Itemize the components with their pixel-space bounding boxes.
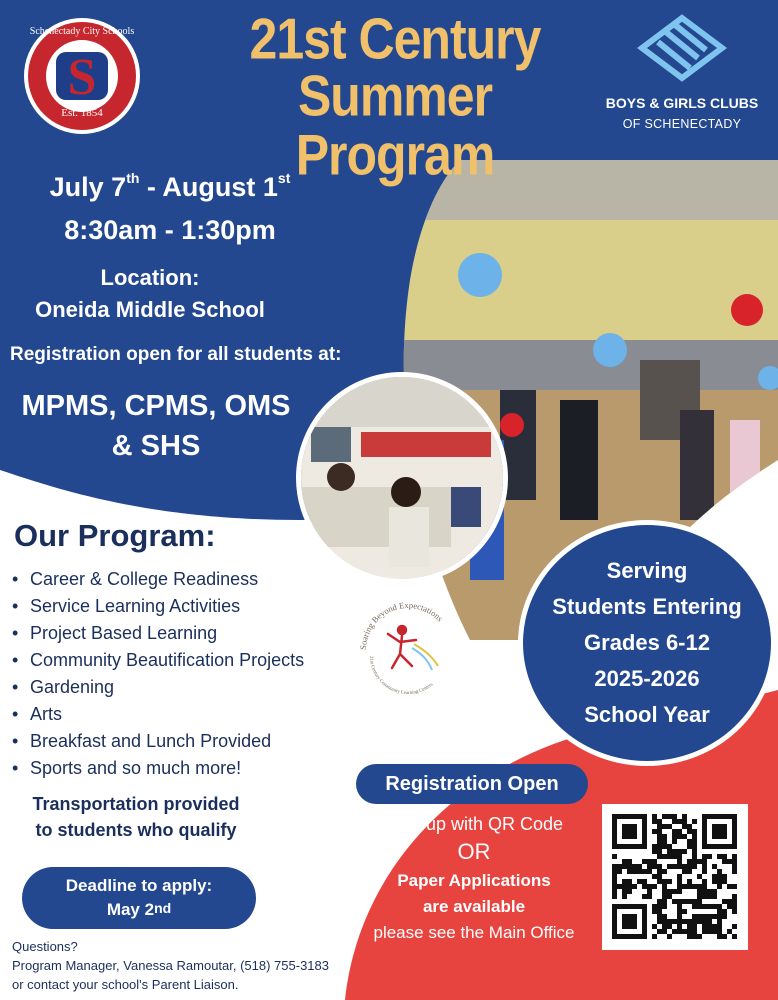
program-dates	[20, 172, 320, 246]
program-list	[12, 568, 304, 784]
list-item: • Service Learning Activities	[12, 596, 241, 616]
registration-intro: Registration open for all students at:	[10, 344, 342, 365]
list-item: • Project Based Learning	[12, 623, 218, 643]
deadline-badge: Deadline to apply: May 2nd	[22, 867, 256, 929]
list-item: • Breakfast and Lunch Provided	[12, 731, 272, 751]
schenectady-schools-logo	[22, 16, 142, 136]
program-hours: 8:30am - 1:30pm	[64, 215, 276, 245]
list-item: • Community Beautification Projects	[12, 650, 305, 670]
svg-text:Est. 1854: Est. 1854	[61, 107, 103, 119]
location	[10, 262, 290, 326]
list-item: • Career & College Readiness	[12, 569, 259, 589]
location-label: Location:	[100, 265, 200, 290]
clover-hands-icon	[622, 12, 742, 86]
signup-instructions: Sign up with QR Code OR Paper Applications are available please see the Main Office	[373, 814, 575, 942]
eligible-schools: MPMS, CPMS, OMS & SHS	[21, 390, 291, 462]
transportation-note: Transportation provided to students who qualify	[32, 794, 240, 840]
list-item: • Gardening	[12, 677, 115, 697]
title-line-1: 21st Century	[249, 6, 541, 72]
registration-open-badge: Registration Open	[356, 764, 588, 804]
partner-name: BOYS & GIRLS CLUBS	[605, 95, 759, 111]
list-item: • Sports and so much more!	[12, 758, 242, 778]
page-title	[200, 6, 590, 187]
boys-girls-clubs-logo	[592, 12, 772, 131]
contact-info: Questions? Program Manager, Vanessa Ramoutar, (518) 755-3183 or contact your school's Parent Liaison.	[12, 939, 329, 992]
serving-grades-badge: Serving Students Entering Grades 6-12 2025-2026 School Year	[518, 520, 776, 766]
soaring-beyond-expectations-seal	[352, 590, 462, 700]
program-heading: Our Program:	[14, 518, 216, 553]
svg-text:S: S	[67, 49, 97, 106]
list-item: • Arts	[12, 704, 63, 724]
title-line-2: Summer Program	[295, 63, 495, 187]
partner-location: OF SCHENECTADY	[622, 117, 742, 131]
svg-text:Schenectady City Schools: Schenectady City Schools	[29, 26, 135, 37]
registration-qr-code[interactable]	[602, 804, 748, 950]
svg-text:Soaring Beyond Expectations: Soaring Beyond Expectations	[357, 599, 446, 651]
svg-text:21st Century Community Learnin: 21st Century Community Learning Centers	[367, 655, 435, 697]
date-range: July 7th - August 1st	[49, 170, 291, 202]
location-value: Oneida Middle School	[35, 297, 265, 322]
classroom-photo	[296, 372, 508, 584]
